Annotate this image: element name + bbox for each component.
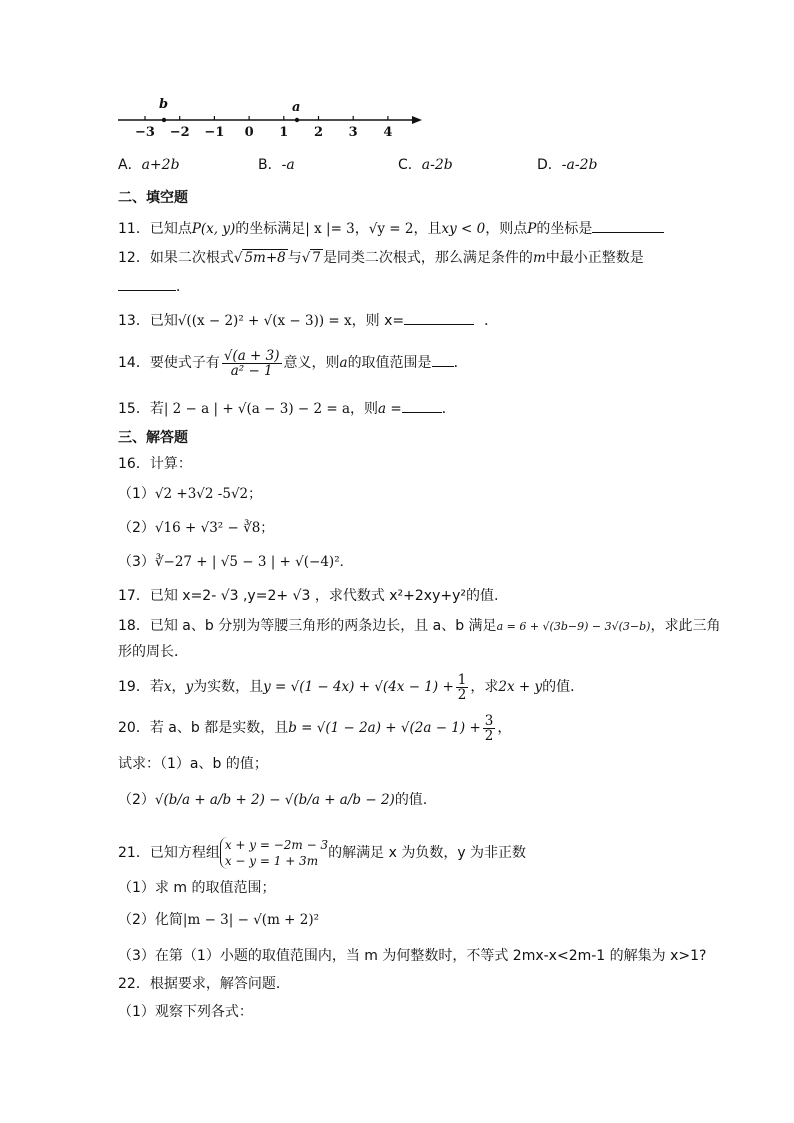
question-16-part-2: （2）√16 + √3² − ∛8； (118, 520, 274, 536)
question-17: 17．已知 x=2- √3 ,y=2+ √3 ，求代数式 x²+2xy+y²的值. (118, 588, 499, 604)
question-21: 21．已知方程组 x + y = −2m − 3 x − y = 1 + 3m 的解满足 x 为负数，y 为非正数 (118, 838, 527, 868)
section-solve-title: 三、解答题 (118, 430, 188, 446)
point-b-label: b (159, 97, 169, 112)
number-line-tick-label: −3 (135, 125, 155, 140)
number-line-tick-label: 4 (383, 125, 393, 140)
question-12-blank: ． (118, 276, 190, 297)
number-line-tick-label: −2 (169, 125, 190, 140)
question-16-part-1: （1）√2 +3√2 -5√2； (118, 486, 262, 502)
question-16-part-3: （3）∛−27 + | √5 − 3 | + √(−4)²． (118, 554, 354, 570)
question-20: 20．若 a、b 都是实数，且b = √(1 − 2a) + √(2a − 1) + $\frac{3}{2}$ ， (118, 712, 512, 744)
number-line-tick-label: −1 (204, 125, 225, 140)
question-11: 11．已知点P(x, y)的坐标满足| x |= 3，√y = 2，且xy < 0，则点P的坐标是 (118, 218, 664, 239)
question-22: 22．根据要求，解答问题． (118, 976, 290, 992)
question-20-line-2: 试求：（1）a、b 的值； (118, 756, 268, 772)
question-21-part-2: （2）化简|m − 3| − √(m + 2)² (118, 912, 320, 928)
question-22-part-1: （1）观察下列各式： (118, 1004, 253, 1020)
answer-blank (404, 310, 474, 325)
answer-blank (118, 276, 176, 291)
question-14: 14．要使式子有 $\frac{√(a + 3)}{\text{a² − 1}}$ 意义，则a的取值范围是 ． (118, 347, 468, 379)
number-line-tick-label: 3 (348, 125, 358, 140)
point-a (295, 118, 299, 122)
question-21-part-3: （3）在第（1）小题的取值范围内，当 m 为何整数时，不等式 2mx-x<2m-1 的解集为 x>1? (118, 948, 707, 964)
option-a: A．a+2b (118, 157, 180, 173)
question-18: 18．已知 a、b 分别为等腰三角形的两条边长，且 a、b 满足a = 6 + √(3b−9) − 3√(3−b)，求此三角 (118, 618, 721, 634)
option-b: B．-a (258, 157, 295, 173)
number-line-tick-label: 2 (313, 125, 324, 140)
answer-blank (432, 352, 454, 367)
point-a-label: a (292, 100, 301, 115)
point-b (162, 118, 166, 122)
question-21-part-1: （1）求 m 的取值范围； (118, 880, 276, 896)
number-line-tick-label: 1 (279, 125, 289, 140)
question-16: 16．计算： (118, 456, 192, 472)
question-19: 19．若x，y为实数，且y = √(1 − 4x) + √(4x − 1) + $\frac{1}{2}$ ，求2x + y的值． (118, 671, 585, 703)
question-18-cont: 形的周长． (118, 644, 188, 660)
option-c: C．a-2b (398, 157, 453, 173)
question-15: 15．若| 2 − a | + √(a − 3) − 2 = a，则a = ． (118, 398, 456, 419)
question-13: 13．已知√((x − 2)² + √(x − 3)) = x，则 x= ． (118, 310, 498, 331)
section-fill-in-title: 二、填空题 (118, 190, 188, 206)
answer-blank (402, 398, 442, 413)
number-line-figure (112, 92, 432, 140)
equation-system: x + y = −2m − 3 x − y = 1 + 3m (220, 837, 328, 869)
question-12: 12．如果二次根式√ 5m+8 与√ 7 是同类二次根式，那么满足条件的m中最小正整数是 (118, 250, 644, 266)
number-line-tick-label: 0 (244, 125, 254, 140)
answer-blank (592, 218, 664, 233)
option-d: D．-a-2b (537, 157, 598, 173)
question-20-part-2: （2）√(b/a + a/b + 2) − √(b/a + a/b − 2)的值. (118, 792, 428, 808)
